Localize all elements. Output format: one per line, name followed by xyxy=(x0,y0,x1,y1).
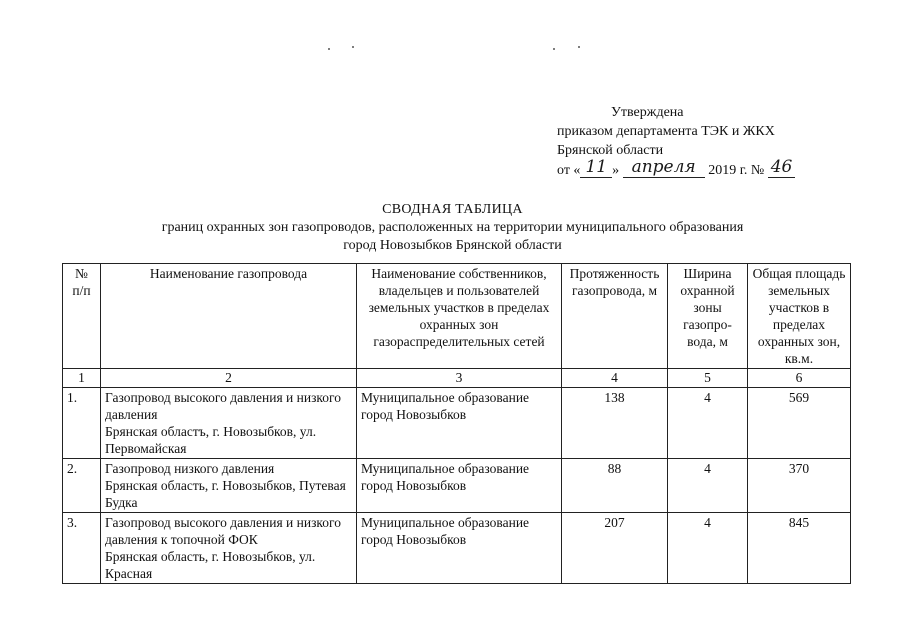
date-mid: » xyxy=(612,163,620,178)
row-zone-width: 4 xyxy=(668,513,748,584)
scan-speck xyxy=(553,48,555,50)
column-number: 6 xyxy=(748,369,851,388)
row-zone-width: 4 xyxy=(668,459,748,513)
column-number: 2 xyxy=(101,369,357,388)
approval-line-1: Утверждена xyxy=(611,105,684,120)
handwritten-number: 46 xyxy=(768,157,796,178)
document-title xyxy=(0,201,905,255)
header-length: Протяженность газопровода, м xyxy=(562,264,668,369)
table-row xyxy=(63,388,851,459)
row-pipeline-name: Газопровод высокого давления и низкого давления Брянская областъ, г. Новозыбков, ул. Первомайская xyxy=(101,388,357,459)
row-num: 3. xyxy=(63,513,101,584)
row-length: 88 xyxy=(562,459,668,513)
column-number-row xyxy=(63,369,851,388)
date-year: 2019 г. xyxy=(708,163,748,178)
table-header-row xyxy=(63,264,851,369)
scan-speck xyxy=(578,46,580,48)
row-owner: Муниципальное образование город Новозыбков xyxy=(357,388,562,459)
approval-line-3: Брянской области xyxy=(557,143,664,158)
approval-block xyxy=(557,103,795,180)
row-total-area: 370 xyxy=(748,459,851,513)
scan-speck xyxy=(328,48,330,50)
header-pipeline-name: Наименование газопровода xyxy=(101,264,357,369)
header-owners: Наименование собственников, владельцев и пользователей земельных участков в пределах охранных зон газораспределительных сетей xyxy=(357,264,562,369)
column-number: 5 xyxy=(668,369,748,388)
column-number: 3 xyxy=(357,369,562,388)
header-zone-width: Ширина охранной зоны газопро-вода, м xyxy=(668,264,748,369)
summary-table xyxy=(62,263,851,584)
table-row xyxy=(63,459,851,513)
approval-line-2: приказом департамента ТЭК и ЖКХ xyxy=(557,124,775,139)
title-heading: СВОДНАЯ ТАБЛИЦА xyxy=(382,202,523,217)
header-num: № п/п xyxy=(63,264,101,369)
row-total-area: 569 xyxy=(748,388,851,459)
row-length: 138 xyxy=(562,388,668,459)
row-num: 2. xyxy=(63,459,101,513)
row-pipeline-name: Газопровод высокого давления и низкого давления к топочной ФОК Брянская область, г. Новозыбков, ул. Красная xyxy=(101,513,357,584)
handwritten-month: апреля xyxy=(623,157,705,178)
date-prefix: от « xyxy=(557,163,581,178)
column-number: 4 xyxy=(562,369,668,388)
title-subtitle-line-1: границ охранных зон газопроводов, расположенных на территории муниципального образования xyxy=(161,220,744,235)
header-total-area: Общая площадь земельных участков в пределах охранных зон, кв.м. xyxy=(748,264,851,369)
row-owner: Муниципальное образование город Новозыбков xyxy=(357,513,562,584)
table-row xyxy=(63,513,851,584)
approval-date-line xyxy=(557,157,795,180)
scan-speck xyxy=(352,46,354,48)
row-pipeline-name: Газопровод низкого давления Брянская область, г. Новозыбков, Путевая Будка xyxy=(101,459,357,513)
column-number: 1 xyxy=(63,369,101,388)
row-length: 207 xyxy=(562,513,668,584)
title-subtitle-line-2: город Новозыбков Брянской области xyxy=(343,238,562,253)
row-total-area: 845 xyxy=(748,513,851,584)
handwritten-day: 11 xyxy=(580,157,612,178)
row-owner: Муниципальное образование город Новозыбков xyxy=(357,459,562,513)
number-prefix: № xyxy=(750,163,765,178)
row-zone-width: 4 xyxy=(668,388,748,459)
row-num: 1. xyxy=(63,388,101,459)
